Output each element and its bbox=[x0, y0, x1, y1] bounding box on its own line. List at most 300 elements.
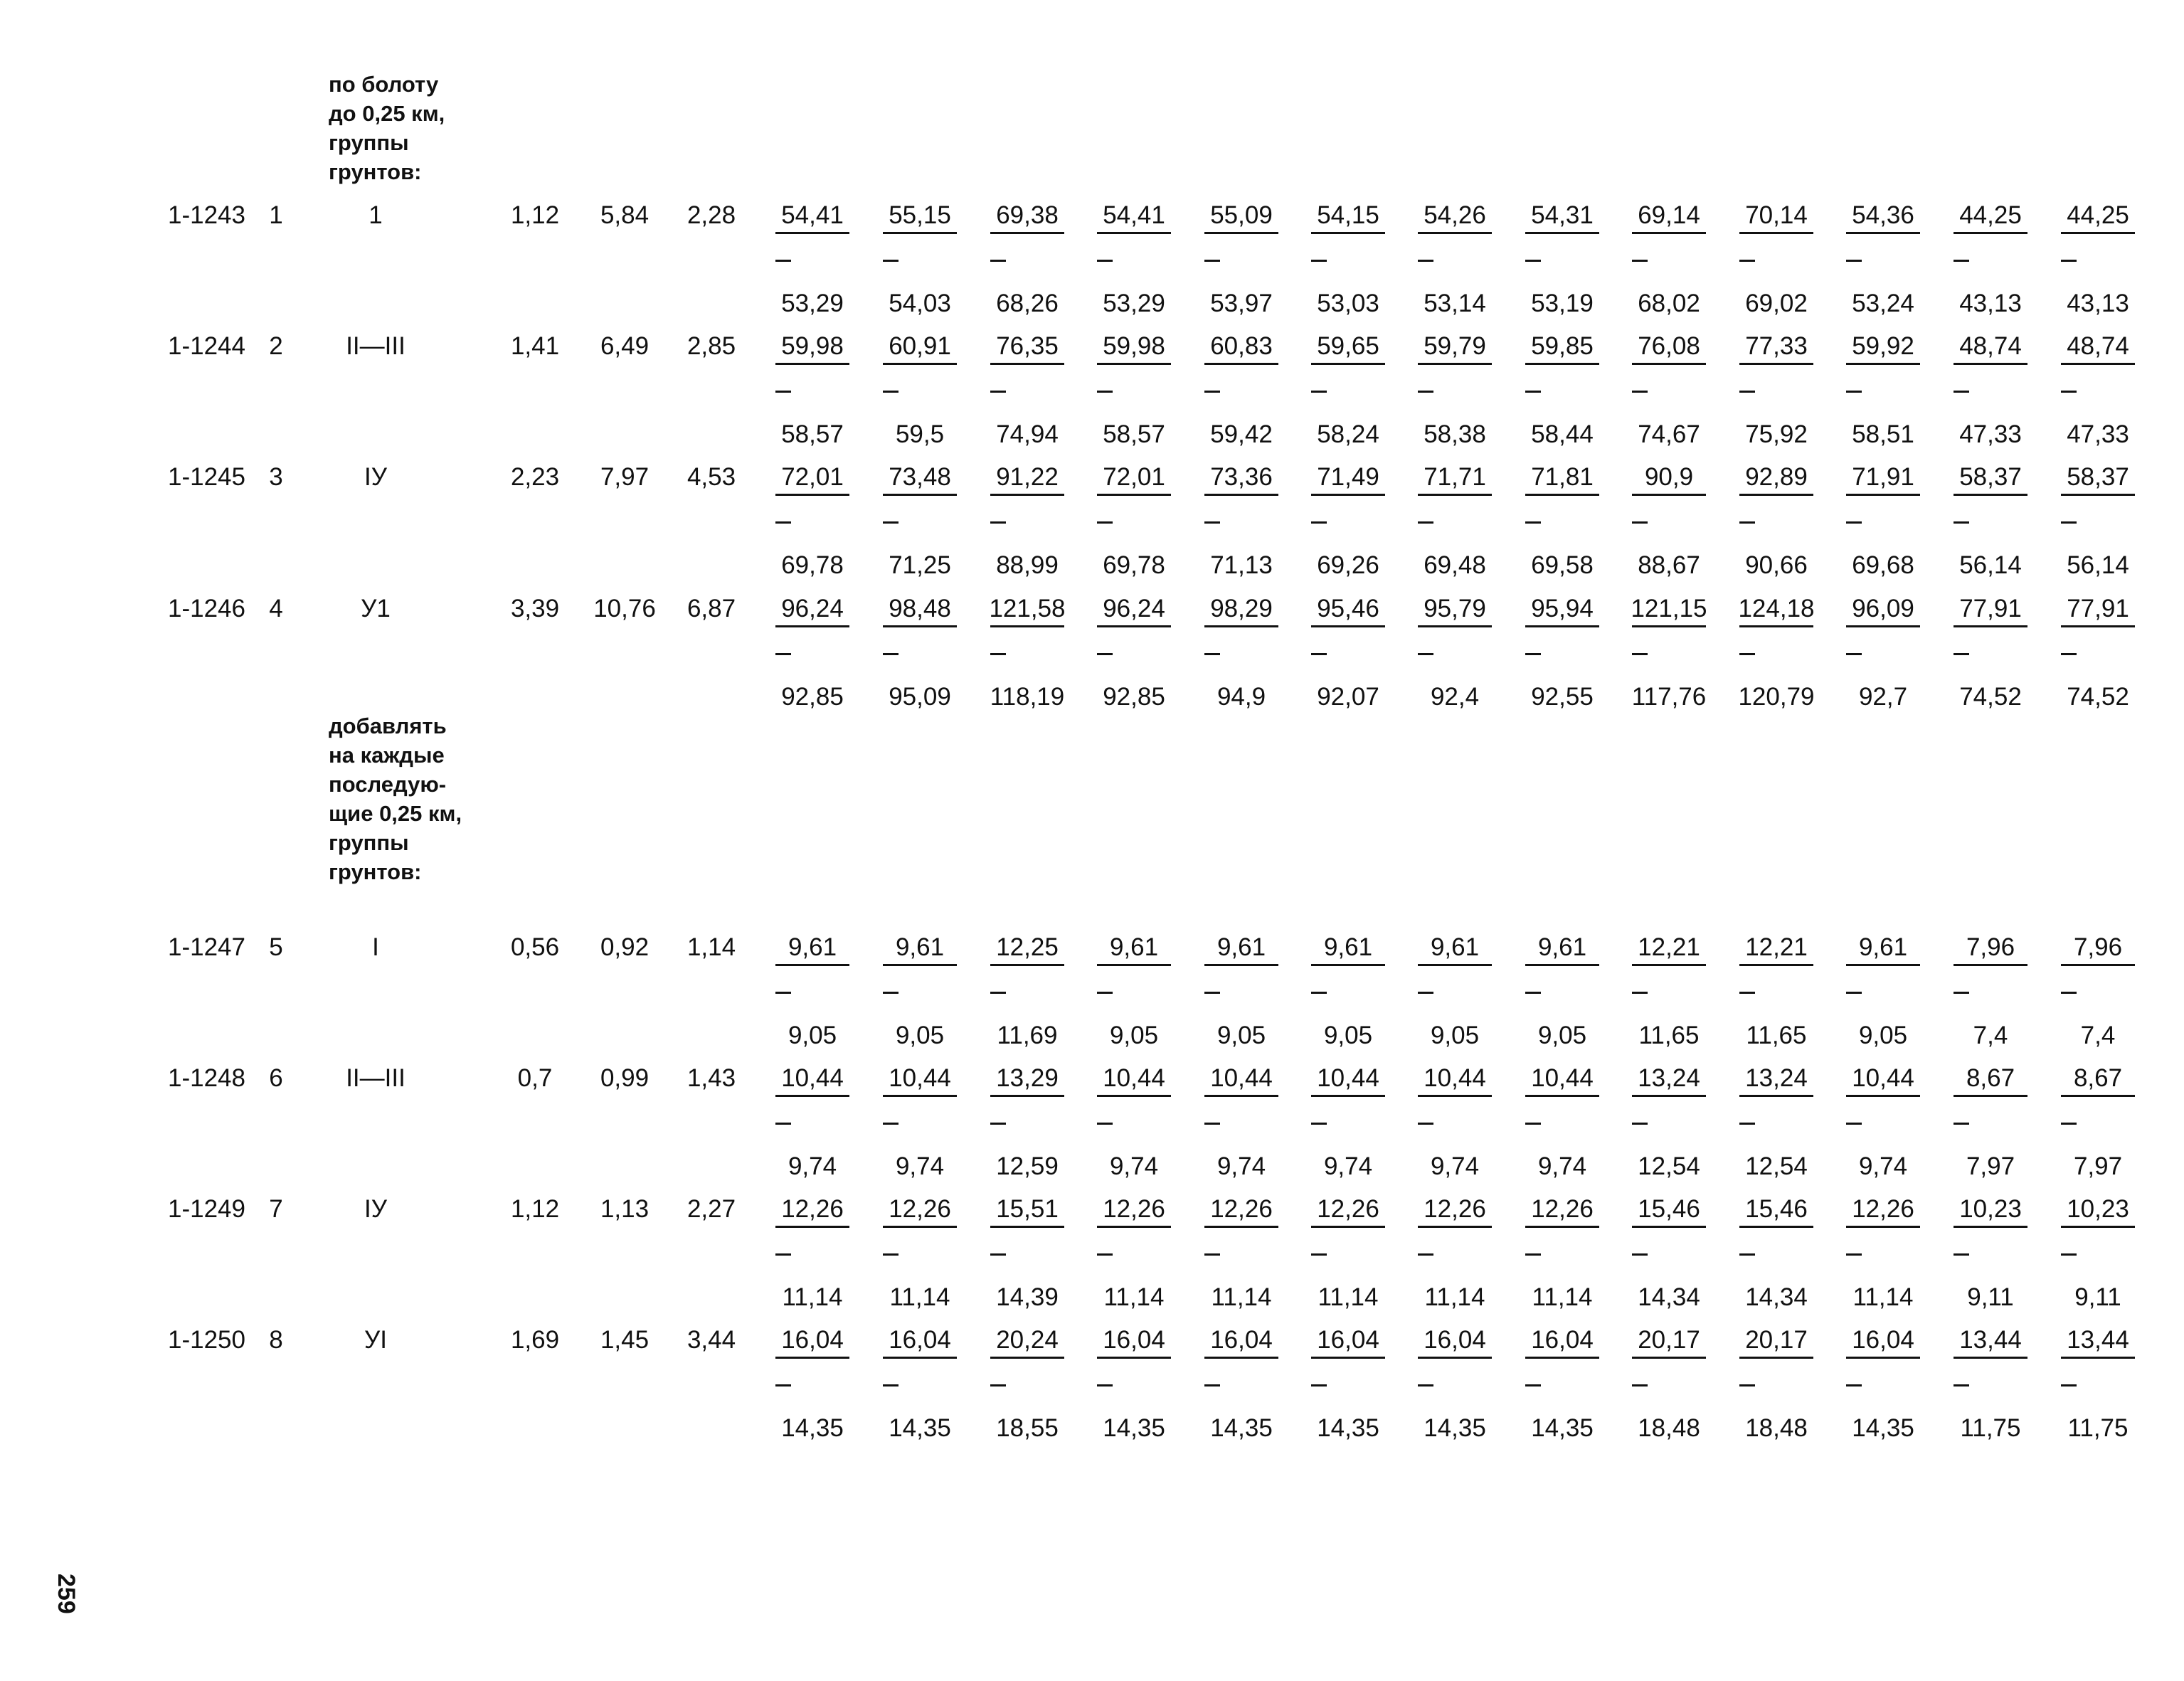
fraction-bar bbox=[1525, 625, 1599, 627]
price-denominator: 11,14 bbox=[1424, 1283, 1485, 1311]
price-numerator: 9,61 bbox=[1109, 933, 1159, 961]
fraction-bar bbox=[1418, 964, 1492, 966]
price-denominator: 92,7 bbox=[1858, 683, 1908, 711]
fraction-bar bbox=[1632, 494, 1706, 496]
fraction-dash bbox=[1632, 521, 1648, 524]
fraction-bar bbox=[1418, 363, 1492, 365]
fraction-bar bbox=[775, 363, 849, 365]
fraction-dash bbox=[1954, 992, 1969, 994]
value-col-3: 2,27 bbox=[687, 1195, 736, 1223]
row-code: 1-1244 bbox=[168, 332, 245, 360]
price-numerator: 96,09 bbox=[1852, 595, 1914, 622]
price-numerator: 16,04 bbox=[1210, 1326, 1273, 1354]
price-denominator: 118,19 bbox=[990, 683, 1065, 711]
price-denominator: 58,44 bbox=[1531, 420, 1594, 448]
price-denominator: 11,69 bbox=[997, 1022, 1058, 1049]
price-numerator: 55,15 bbox=[889, 201, 951, 229]
price-numerator: 12,26 bbox=[1531, 1195, 1594, 1223]
price-numerator: 71,49 bbox=[1317, 463, 1379, 491]
fraction-dash bbox=[775, 260, 791, 262]
price-denominator: 92,85 bbox=[1103, 683, 1165, 711]
value-col-1: 1,41 bbox=[510, 332, 560, 360]
price-numerator: 70,14 bbox=[1745, 201, 1808, 229]
price-denominator: 14,35 bbox=[1103, 1414, 1165, 1442]
fraction-bar bbox=[1739, 363, 1813, 365]
price-denominator: 9,05 bbox=[1537, 1022, 1587, 1049]
price-denominator: 71,25 bbox=[889, 551, 951, 579]
fraction-dash bbox=[883, 391, 898, 393]
price-numerator: 121,58 bbox=[989, 595, 1066, 622]
fraction-bar bbox=[1204, 232, 1278, 234]
fraction-dash bbox=[1632, 1384, 1648, 1386]
price-denominator: 9,74 bbox=[788, 1152, 837, 1180]
heading-line: группы bbox=[329, 830, 409, 855]
value-col-2: 0,99 bbox=[600, 1064, 650, 1092]
fraction-bar bbox=[1097, 232, 1171, 234]
fraction-bar bbox=[1204, 625, 1278, 627]
fraction-dash bbox=[775, 992, 791, 994]
price-numerator: 15,46 bbox=[1638, 1195, 1700, 1223]
fraction-bar bbox=[883, 1357, 957, 1359]
value-col-1: 1,69 bbox=[510, 1326, 560, 1354]
price-denominator: 69,02 bbox=[1745, 290, 1808, 317]
price-numerator: 12,26 bbox=[1210, 1195, 1273, 1223]
price-numerator: 9,61 bbox=[1323, 933, 1373, 961]
fraction-dash bbox=[883, 992, 898, 994]
price-denominator: 68,02 bbox=[1638, 290, 1700, 317]
fraction-dash bbox=[1204, 260, 1220, 262]
price-denominator: 43,13 bbox=[1959, 290, 2022, 317]
fraction-dash bbox=[1204, 1384, 1220, 1386]
heading-line: до 0,25 км, bbox=[329, 101, 445, 126]
fraction-bar bbox=[1311, 363, 1385, 365]
price-denominator: 88,67 bbox=[1638, 551, 1700, 579]
fraction-bar bbox=[1311, 625, 1385, 627]
fraction-dash bbox=[1311, 1253, 1327, 1256]
price-denominator: 69,68 bbox=[1852, 551, 1914, 579]
price-denominator: 9,74 bbox=[895, 1152, 945, 1180]
fraction-bar bbox=[1525, 363, 1599, 365]
fraction-bar bbox=[1632, 625, 1706, 627]
price-numerator: 12,26 bbox=[1852, 1195, 1914, 1223]
price-denominator: 9,05 bbox=[895, 1022, 945, 1049]
price-numerator: 59,65 bbox=[1317, 332, 1379, 360]
fraction-dash bbox=[1954, 653, 1969, 655]
fraction-bar bbox=[1632, 232, 1706, 234]
row-number: 1 bbox=[269, 201, 283, 229]
fraction-dash bbox=[883, 1384, 898, 1386]
fraction-bar bbox=[990, 625, 1064, 627]
fraction-dash bbox=[2061, 391, 2077, 393]
price-denominator: 7,97 bbox=[1966, 1152, 2015, 1180]
fraction-dash bbox=[1954, 260, 1969, 262]
price-numerator: 16,04 bbox=[889, 1326, 951, 1354]
fraction-bar bbox=[1311, 1226, 1385, 1228]
price-numerator: 10,44 bbox=[1531, 1064, 1594, 1092]
section-heading-additional bbox=[329, 711, 542, 886]
fraction-dash bbox=[2061, 1384, 2077, 1386]
fraction-dash bbox=[990, 1253, 1006, 1256]
price-numerator: 12,25 bbox=[996, 933, 1059, 961]
price-numerator: 16,04 bbox=[1852, 1326, 1914, 1354]
fraction-bar bbox=[1311, 1357, 1385, 1359]
price-numerator: 10,23 bbox=[2067, 1195, 2129, 1223]
fraction-bar bbox=[1632, 363, 1706, 365]
fraction-dash bbox=[1525, 260, 1541, 262]
fraction-dash bbox=[775, 391, 791, 393]
fraction-dash bbox=[1739, 1123, 1755, 1125]
price-denominator: 9,74 bbox=[1216, 1152, 1266, 1180]
price-numerator: 12,26 bbox=[1103, 1195, 1165, 1223]
soil-group: II—III bbox=[346, 332, 405, 360]
fraction-bar bbox=[1525, 1226, 1599, 1228]
fraction-bar bbox=[2061, 1357, 2135, 1359]
price-numerator: 13,24 bbox=[1638, 1064, 1700, 1092]
fraction-dash bbox=[883, 1123, 898, 1125]
price-numerator: 59,92 bbox=[1852, 332, 1914, 360]
value-col-3: 1,14 bbox=[687, 933, 736, 961]
price-denominator: 58,57 bbox=[1103, 420, 1165, 448]
price-numerator: 9,61 bbox=[1537, 933, 1587, 961]
fraction-dash bbox=[1846, 521, 1862, 524]
price-denominator: 92,55 bbox=[1531, 683, 1594, 711]
price-numerator: 59,98 bbox=[781, 332, 844, 360]
price-denominator: 9,11 bbox=[2074, 1283, 2121, 1311]
price-denominator: 14,34 bbox=[1745, 1283, 1808, 1311]
fraction-dash bbox=[1311, 521, 1327, 524]
price-denominator: 9,74 bbox=[1537, 1152, 1587, 1180]
price-denominator: 53,24 bbox=[1852, 290, 1914, 317]
price-denominator: 59,42 bbox=[1210, 420, 1273, 448]
fraction-bar bbox=[2061, 232, 2135, 234]
price-numerator: 58,37 bbox=[1959, 463, 2022, 491]
fraction-dash bbox=[1739, 260, 1755, 262]
price-denominator: 54,03 bbox=[889, 290, 951, 317]
heading-line: группы bbox=[329, 130, 409, 155]
price-numerator: 16,04 bbox=[781, 1326, 844, 1354]
fraction-dash bbox=[1418, 992, 1433, 994]
price-denominator: 90,66 bbox=[1745, 551, 1808, 579]
fraction-dash bbox=[883, 260, 898, 262]
value-col-2: 0,92 bbox=[600, 933, 650, 961]
price-denominator: 58,38 bbox=[1424, 420, 1486, 448]
fraction-dash bbox=[883, 521, 898, 524]
price-numerator: 71,71 bbox=[1424, 463, 1486, 491]
fraction-dash bbox=[1846, 653, 1862, 655]
fraction-dash bbox=[1097, 992, 1113, 994]
price-denominator: 9,05 bbox=[1430, 1022, 1480, 1049]
price-denominator: 7,4 bbox=[1973, 1022, 2008, 1049]
fraction-dash bbox=[1418, 391, 1433, 393]
fraction-dash bbox=[1204, 653, 1220, 655]
fraction-bar bbox=[1097, 625, 1171, 627]
heading-line: последую- bbox=[329, 772, 447, 797]
value-col-3: 4,53 bbox=[687, 463, 736, 491]
fraction-dash bbox=[1097, 1123, 1113, 1125]
row-code: 1-1245 bbox=[168, 463, 245, 491]
price-numerator: 124,18 bbox=[1738, 595, 1815, 622]
price-numerator: 13,44 bbox=[1959, 1326, 2022, 1354]
fraction-dash bbox=[1311, 653, 1327, 655]
price-numerator: 48,74 bbox=[2067, 332, 2129, 360]
price-numerator: 77,91 bbox=[1959, 595, 2022, 622]
price-denominator: 53,19 bbox=[1531, 290, 1594, 317]
price-denominator: 120,79 bbox=[1738, 683, 1815, 711]
price-denominator: 74,67 bbox=[1638, 420, 1700, 448]
price-numerator: 15,51 bbox=[996, 1195, 1059, 1223]
fraction-dash bbox=[1525, 1253, 1541, 1256]
row-code: 1-1243 bbox=[168, 201, 245, 229]
value-col-1: 0,7 bbox=[517, 1064, 553, 1092]
price-numerator: 54,41 bbox=[781, 201, 844, 229]
fraction-bar bbox=[1954, 232, 2027, 234]
price-denominator: 18,48 bbox=[1638, 1414, 1700, 1442]
fraction-dash bbox=[990, 1123, 1006, 1125]
price-numerator: 59,98 bbox=[1103, 332, 1165, 360]
fraction-bar bbox=[775, 1226, 849, 1228]
fraction-bar bbox=[2061, 625, 2135, 627]
price-denominator: 14,35 bbox=[781, 1414, 844, 1442]
fraction-dash bbox=[1632, 992, 1648, 994]
fraction-bar bbox=[2061, 363, 2135, 365]
fraction-bar bbox=[1418, 1357, 1492, 1359]
price-denominator: 92,4 bbox=[1430, 683, 1480, 711]
fraction-bar bbox=[1739, 1226, 1813, 1228]
soil-group: IУ bbox=[364, 1195, 387, 1223]
price-denominator: 69,58 bbox=[1531, 551, 1594, 579]
row-number: 2 bbox=[269, 332, 283, 360]
fraction-dash bbox=[1739, 1253, 1755, 1256]
price-numerator: 95,94 bbox=[1531, 595, 1594, 622]
price-numerator: 15,46 bbox=[1745, 1195, 1808, 1223]
fraction-bar bbox=[1632, 1226, 1706, 1228]
soil-group: 1 bbox=[369, 201, 383, 229]
fraction-dash bbox=[1204, 992, 1220, 994]
price-denominator: 47,33 bbox=[2067, 420, 2129, 448]
fraction-bar bbox=[1954, 625, 2027, 627]
price-denominator: 11,14 bbox=[889, 1283, 950, 1311]
fraction-bar bbox=[1739, 494, 1813, 496]
fraction-dash bbox=[1418, 521, 1433, 524]
price-denominator: 9,05 bbox=[1216, 1022, 1266, 1049]
value-col-1: 1,12 bbox=[510, 201, 560, 229]
price-numerator: 54,26 bbox=[1424, 201, 1486, 229]
row-code: 1-1249 bbox=[168, 1195, 245, 1223]
fraction-dash bbox=[1846, 260, 1862, 262]
fraction-bar bbox=[1097, 1357, 1171, 1359]
fraction-dash bbox=[1097, 260, 1113, 262]
price-denominator: 14,35 bbox=[1852, 1414, 1914, 1442]
fraction-dash bbox=[1525, 653, 1541, 655]
row-number: 5 bbox=[269, 933, 283, 961]
price-numerator: 55,09 bbox=[1210, 201, 1273, 229]
row-number: 4 bbox=[269, 595, 283, 622]
price-numerator: 72,01 bbox=[781, 463, 844, 491]
price-numerator: 59,79 bbox=[1424, 332, 1486, 360]
price-numerator: 121,15 bbox=[1631, 595, 1707, 622]
fraction-dash bbox=[775, 1253, 791, 1256]
price-numerator: 20,24 bbox=[996, 1326, 1059, 1354]
fraction-dash bbox=[1846, 1253, 1862, 1256]
price-numerator: 7,96 bbox=[2073, 933, 2123, 961]
price-denominator: 14,35 bbox=[1531, 1414, 1594, 1442]
price-numerator: 9,61 bbox=[1858, 933, 1908, 961]
fraction-dash bbox=[990, 260, 1006, 262]
fraction-bar bbox=[1311, 494, 1385, 496]
price-numerator: 13,24 bbox=[1745, 1064, 1808, 1092]
fraction-dash bbox=[1632, 1123, 1648, 1125]
fraction-bar bbox=[1097, 363, 1171, 365]
fraction-bar bbox=[1418, 1095, 1492, 1097]
fraction-bar bbox=[1204, 964, 1278, 966]
fraction-dash bbox=[1632, 260, 1648, 262]
value-col-1: 3,39 bbox=[510, 595, 560, 622]
fraction-bar bbox=[1418, 625, 1492, 627]
price-denominator: 68,26 bbox=[996, 290, 1059, 317]
fraction-bar bbox=[990, 1226, 1064, 1228]
price-denominator: 88,99 bbox=[996, 551, 1059, 579]
fraction-dash bbox=[2061, 521, 2077, 524]
fraction-dash bbox=[1632, 1253, 1648, 1256]
price-denominator: 14,35 bbox=[889, 1414, 951, 1442]
fraction-dash bbox=[1097, 521, 1113, 524]
price-denominator: 69,78 bbox=[781, 551, 844, 579]
fraction-dash bbox=[990, 992, 1006, 994]
price-numerator: 9,61 bbox=[1430, 933, 1480, 961]
heading-line: по болоту bbox=[329, 72, 439, 97]
fraction-bar bbox=[775, 1095, 849, 1097]
price-numerator: 92,89 bbox=[1745, 463, 1808, 491]
fraction-dash bbox=[1846, 992, 1862, 994]
fraction-dash bbox=[990, 521, 1006, 524]
price-numerator: 71,81 bbox=[1531, 463, 1594, 491]
fraction-dash bbox=[1739, 521, 1755, 524]
price-numerator: 10,44 bbox=[1852, 1064, 1914, 1092]
price-numerator: 16,04 bbox=[1531, 1326, 1594, 1354]
price-numerator: 8,67 bbox=[1966, 1064, 2015, 1092]
price-denominator: 9,05 bbox=[788, 1022, 837, 1049]
price-denominator: 9,74 bbox=[1430, 1152, 1480, 1180]
fraction-bar bbox=[990, 232, 1064, 234]
fraction-bar bbox=[883, 1226, 957, 1228]
fraction-dash bbox=[1525, 1123, 1541, 1125]
fraction-dash bbox=[1418, 260, 1433, 262]
price-numerator: 95,46 bbox=[1317, 595, 1379, 622]
price-denominator: 92,85 bbox=[781, 683, 844, 711]
fraction-bar bbox=[1846, 494, 1920, 496]
price-numerator: 60,83 bbox=[1210, 332, 1273, 360]
price-numerator: 12,21 bbox=[1638, 933, 1700, 961]
fraction-dash bbox=[1632, 391, 1648, 393]
fraction-bar bbox=[2061, 1226, 2135, 1228]
price-denominator: 58,51 bbox=[1852, 420, 1914, 448]
price-denominator: 47,33 bbox=[1959, 420, 2022, 448]
fraction-bar bbox=[1954, 494, 2027, 496]
fraction-bar bbox=[1097, 964, 1171, 966]
fraction-dash bbox=[1846, 391, 1862, 393]
fraction-bar bbox=[1204, 1357, 1278, 1359]
fraction-bar bbox=[1097, 494, 1171, 496]
price-numerator: 98,48 bbox=[889, 595, 951, 622]
price-numerator: 9,61 bbox=[1216, 933, 1266, 961]
price-numerator: 58,37 bbox=[2067, 463, 2129, 491]
price-denominator: 53,14 bbox=[1424, 290, 1486, 317]
fraction-dash bbox=[1311, 992, 1327, 994]
price-numerator: 9,61 bbox=[895, 933, 945, 961]
price-numerator: 73,48 bbox=[889, 463, 951, 491]
fraction-dash bbox=[1204, 1253, 1220, 1256]
value-col-3: 2,85 bbox=[687, 332, 736, 360]
price-denominator: 11,14 bbox=[1318, 1283, 1379, 1311]
price-numerator: 73,36 bbox=[1210, 463, 1273, 491]
price-denominator: 11,65 bbox=[1638, 1022, 1700, 1049]
fraction-dash bbox=[1846, 1384, 1862, 1386]
price-numerator: 10,44 bbox=[889, 1064, 951, 1092]
price-denominator: 95,09 bbox=[889, 683, 951, 711]
price-denominator: 56,14 bbox=[1959, 551, 2022, 579]
fraction-bar bbox=[1954, 1357, 2027, 1359]
fraction-dash bbox=[1311, 260, 1327, 262]
fraction-bar bbox=[1311, 1095, 1385, 1097]
fraction-bar bbox=[1846, 1095, 1920, 1097]
fraction-bar bbox=[1954, 363, 2027, 365]
value-col-1: 1,12 bbox=[510, 1195, 560, 1223]
price-numerator: 44,25 bbox=[1959, 201, 2022, 229]
price-denominator: 12,59 bbox=[996, 1152, 1059, 1180]
price-denominator: 94,9 bbox=[1216, 683, 1266, 711]
fraction-bar bbox=[1846, 964, 1920, 966]
fraction-bar bbox=[1846, 625, 1920, 627]
price-denominator: 53,03 bbox=[1317, 290, 1379, 317]
fraction-bar bbox=[1846, 1226, 1920, 1228]
price-numerator: 44,25 bbox=[2067, 201, 2129, 229]
fraction-bar bbox=[1739, 964, 1813, 966]
fraction-bar bbox=[1311, 964, 1385, 966]
fraction-bar bbox=[775, 1357, 849, 1359]
fraction-dash bbox=[1418, 653, 1433, 655]
fraction-dash bbox=[2061, 1123, 2077, 1125]
price-numerator: 9,61 bbox=[788, 933, 837, 961]
price-numerator: 10,23 bbox=[1959, 1195, 2022, 1223]
price-numerator: 12,21 bbox=[1745, 933, 1808, 961]
price-numerator: 20,17 bbox=[1745, 1326, 1808, 1354]
price-denominator: 9,05 bbox=[1323, 1022, 1373, 1049]
price-denominator: 14,34 bbox=[1638, 1283, 1700, 1311]
fraction-dash bbox=[1097, 1253, 1113, 1256]
price-numerator: 10,44 bbox=[1210, 1064, 1273, 1092]
price-denominator: 9,05 bbox=[1858, 1022, 1908, 1049]
price-denominator: 14,35 bbox=[1424, 1414, 1486, 1442]
fraction-dash bbox=[1632, 653, 1648, 655]
price-denominator: 14,35 bbox=[1317, 1414, 1379, 1442]
value-col-1: 2,23 bbox=[510, 463, 560, 491]
value-col-1: 0,56 bbox=[510, 933, 560, 961]
fraction-dash bbox=[1418, 1123, 1433, 1125]
fraction-bar bbox=[883, 625, 957, 627]
fraction-bar bbox=[2061, 964, 2135, 966]
row-code: 1-1250 bbox=[168, 1326, 245, 1354]
price-numerator: 20,17 bbox=[1638, 1326, 1700, 1354]
price-denominator: 69,26 bbox=[1317, 551, 1379, 579]
fraction-dash bbox=[1846, 1123, 1862, 1125]
value-col-2: 1,45 bbox=[600, 1326, 650, 1354]
page-number: 259 bbox=[53, 1574, 80, 1614]
price-denominator: 92,07 bbox=[1317, 683, 1379, 711]
fraction-bar bbox=[883, 232, 957, 234]
fraction-bar bbox=[990, 363, 1064, 365]
fraction-dash bbox=[1311, 1123, 1327, 1125]
price-denominator: 11,75 bbox=[2067, 1414, 2129, 1442]
